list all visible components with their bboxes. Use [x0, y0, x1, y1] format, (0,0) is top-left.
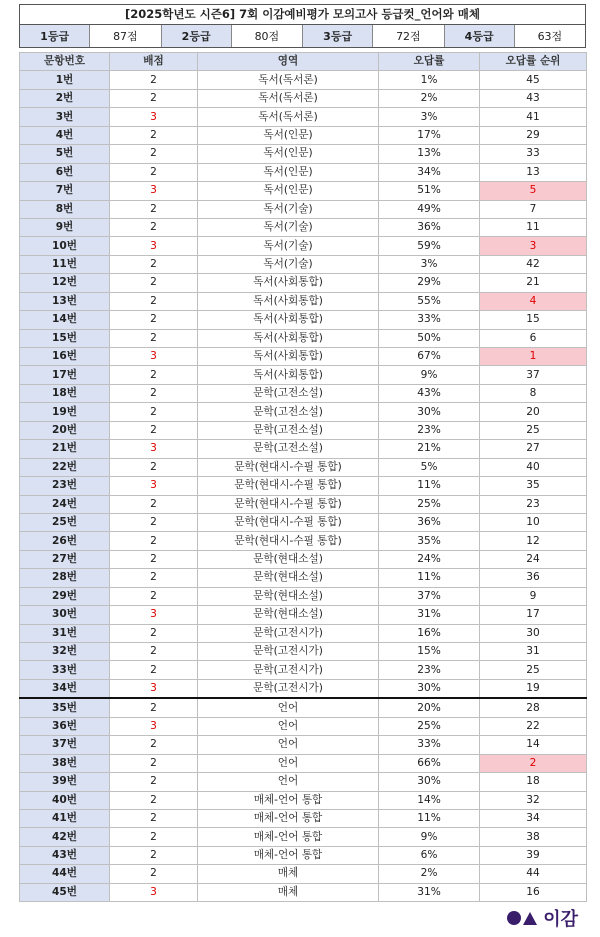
question-number-cell: 26번 — [20, 532, 110, 550]
question-number-cell: 15번 — [20, 329, 110, 347]
table-row — [20, 200, 587, 218]
area-cell: 매체-언어 통합 — [198, 791, 379, 809]
table-row — [20, 736, 587, 754]
table-row — [20, 643, 587, 661]
error-rank-cell: 21 — [480, 274, 587, 292]
grade-report — [19, 4, 586, 902]
question-number-cell: 4번 — [20, 126, 110, 144]
error-rate-cell: 55% — [379, 292, 480, 310]
error-rank-cell: 25 — [480, 661, 587, 679]
area-cell: 독서(독서론) — [198, 89, 379, 107]
question-number-cell: 7번 — [20, 182, 110, 200]
error-rank-cell: 9 — [480, 587, 587, 605]
error-rank-cell: 42 — [480, 255, 587, 273]
area-cell: 독서(사회통합) — [198, 292, 379, 310]
area-cell: 매체-언어 통합 — [198, 809, 379, 827]
logo-text: 이감 — [543, 909, 578, 930]
error-rank-cell: 3 — [480, 237, 587, 255]
error-rate-cell: 34% — [379, 163, 480, 181]
points-cell: 3 — [110, 348, 198, 366]
error-rate-cell: 25% — [379, 717, 480, 735]
question-number-cell: 35번 — [20, 698, 110, 717]
question-number-cell: 9번 — [20, 218, 110, 236]
area-cell: 문학(고전소설) — [198, 440, 379, 458]
error-rate-cell: 67% — [379, 348, 480, 366]
points-cell: 2 — [110, 736, 198, 754]
points-cell: 2 — [110, 754, 198, 772]
points-cell: 2 — [110, 809, 198, 827]
area-cell: 독서(기술) — [198, 218, 379, 236]
error-rate-cell: 30% — [379, 403, 480, 421]
area-cell: 독서(인문) — [198, 182, 379, 200]
points-cell: 3 — [110, 717, 198, 735]
question-number-cell: 28번 — [20, 569, 110, 587]
table-row — [20, 126, 587, 144]
points-cell: 2 — [110, 569, 198, 587]
error-rank-cell: 31 — [480, 643, 587, 661]
points-cell: 2 — [110, 163, 198, 181]
error-rate-cell: 36% — [379, 218, 480, 236]
col-header-question: 문항번호 — [20, 53, 110, 71]
error-rate-cell: 5% — [379, 458, 480, 476]
table-header-row — [20, 53, 587, 71]
area-cell: 언어 — [198, 736, 379, 754]
question-number-cell: 33번 — [20, 661, 110, 679]
error-rank-cell: 34 — [480, 809, 587, 827]
error-rate-cell: 25% — [379, 495, 480, 513]
error-rate-cell: 30% — [379, 679, 480, 698]
error-rate-cell: 13% — [379, 145, 480, 163]
question-number-cell: 19번 — [20, 403, 110, 421]
area-cell: 독서(사회통합) — [198, 348, 379, 366]
error-rate-cell: 1% — [379, 71, 480, 89]
error-rate-cell: 20% — [379, 698, 480, 717]
question-number-cell: 40번 — [20, 791, 110, 809]
question-number-cell: 42번 — [20, 828, 110, 846]
error-rank-cell: 10 — [480, 513, 587, 531]
area-cell: 독서(기술) — [198, 237, 379, 255]
points-cell: 2 — [110, 532, 198, 550]
table-row — [20, 403, 587, 421]
points-cell: 2 — [110, 384, 198, 402]
table-row — [20, 71, 587, 89]
area-cell: 문학(현대소설) — [198, 550, 379, 568]
error-rate-cell: 33% — [379, 311, 480, 329]
area-cell: 문학(현대소설) — [198, 587, 379, 605]
question-number-cell: 3번 — [20, 108, 110, 126]
area-cell: 문학(현대시-수필 통합) — [198, 532, 379, 550]
area-cell: 독서(사회통합) — [198, 274, 379, 292]
question-number-cell: 5번 — [20, 145, 110, 163]
table-row — [20, 809, 587, 827]
question-number-cell: 32번 — [20, 643, 110, 661]
grade-score-2: 80점 — [232, 25, 303, 47]
error-rate-cell: 29% — [379, 274, 480, 292]
error-rank-cell: 36 — [480, 569, 587, 587]
question-number-cell: 30번 — [20, 606, 110, 624]
brand-logo — [507, 905, 578, 931]
table-row — [20, 513, 587, 531]
error-rank-cell: 2 — [480, 754, 587, 772]
area-cell: 독서(사회통합) — [198, 366, 379, 384]
table-row — [20, 366, 587, 384]
points-cell: 2 — [110, 292, 198, 310]
points-cell: 2 — [110, 495, 198, 513]
question-number-cell: 23번 — [20, 477, 110, 495]
table-row — [20, 145, 587, 163]
question-number-cell: 1번 — [20, 71, 110, 89]
area-cell: 독서(사회통합) — [198, 329, 379, 347]
error-rate-cell: 36% — [379, 513, 480, 531]
grade-label-3: 3등급 — [303, 25, 373, 47]
grade-score-3: 72점 — [373, 25, 444, 47]
error-rate-cell: 51% — [379, 182, 480, 200]
error-rate-cell: 31% — [379, 606, 480, 624]
points-cell: 2 — [110, 218, 198, 236]
error-rate-cell: 66% — [379, 754, 480, 772]
points-cell: 2 — [110, 698, 198, 717]
area-cell: 독서(인문) — [198, 145, 379, 163]
error-rank-cell: 24 — [480, 550, 587, 568]
points-cell: 2 — [110, 421, 198, 439]
error-rate-cell: 11% — [379, 569, 480, 587]
table-row — [20, 89, 587, 107]
error-rate-cell: 31% — [379, 883, 480, 901]
question-number-cell: 6번 — [20, 163, 110, 181]
grade-score-4: 63점 — [515, 25, 585, 47]
question-number-cell: 31번 — [20, 624, 110, 642]
area-cell: 독서(기술) — [198, 255, 379, 273]
table-row — [20, 384, 587, 402]
error-rank-cell: 25 — [480, 421, 587, 439]
area-cell: 매체-언어 통합 — [198, 846, 379, 864]
question-number-cell: 24번 — [20, 495, 110, 513]
question-number-cell: 10번 — [20, 237, 110, 255]
question-number-cell: 39번 — [20, 773, 110, 791]
area-cell: 문학(고전시가) — [198, 643, 379, 661]
area-cell: 문학(현대소설) — [198, 569, 379, 587]
col-header-error-rate: 오답률 — [379, 53, 480, 71]
area-cell: 문학(고전소설) — [198, 421, 379, 439]
points-cell: 3 — [110, 182, 198, 200]
error-rate-cell: 23% — [379, 421, 480, 439]
error-rate-cell: 43% — [379, 384, 480, 402]
area-cell: 문학(고전시가) — [198, 624, 379, 642]
points-cell: 2 — [110, 329, 198, 347]
error-rank-cell: 1 — [480, 348, 587, 366]
error-rank-cell: 43 — [480, 89, 587, 107]
points-cell: 2 — [110, 145, 198, 163]
error-rank-cell: 4 — [480, 292, 587, 310]
error-rank-cell: 11 — [480, 218, 587, 236]
area-cell: 독서(사회통합) — [198, 311, 379, 329]
question-number-cell: 2번 — [20, 89, 110, 107]
points-cell: 2 — [110, 255, 198, 273]
area-cell: 언어 — [198, 754, 379, 772]
area-cell: 매체 — [198, 865, 379, 883]
points-cell: 2 — [110, 513, 198, 531]
points-cell: 2 — [110, 458, 198, 476]
error-rank-cell: 16 — [480, 883, 587, 901]
points-cell: 2 — [110, 71, 198, 89]
error-rate-cell: 3% — [379, 255, 480, 273]
points-cell: 2 — [110, 274, 198, 292]
question-number-cell: 8번 — [20, 200, 110, 218]
error-rate-cell: 11% — [379, 809, 480, 827]
error-rank-cell: 22 — [480, 717, 587, 735]
area-cell: 문학(고전시가) — [198, 679, 379, 698]
question-number-cell: 22번 — [20, 458, 110, 476]
points-cell: 3 — [110, 108, 198, 126]
table-row — [20, 550, 587, 568]
table-row — [20, 754, 587, 772]
question-number-cell: 21번 — [20, 440, 110, 458]
area-cell: 독서(독서론) — [198, 71, 379, 89]
points-cell: 2 — [110, 587, 198, 605]
error-rank-cell: 19 — [480, 679, 587, 698]
points-cell: 2 — [110, 366, 198, 384]
logo-triangle-icon — [523, 912, 537, 925]
area-cell: 문학(고전소설) — [198, 384, 379, 402]
points-cell: 3 — [110, 679, 198, 698]
area-cell: 문학(고전시가) — [198, 661, 379, 679]
question-number-cell: 18번 — [20, 384, 110, 402]
question-number-cell: 34번 — [20, 679, 110, 698]
error-rate-cell: 17% — [379, 126, 480, 144]
question-number-cell: 44번 — [20, 865, 110, 883]
error-rate-cell: 14% — [379, 791, 480, 809]
table-row — [20, 237, 587, 255]
table-row — [20, 458, 587, 476]
points-cell: 2 — [110, 846, 198, 864]
area-cell: 매체-언어 통합 — [198, 828, 379, 846]
points-cell: 3 — [110, 606, 198, 624]
table-row — [20, 624, 587, 642]
col-header-error-rank: 오답률 순위 — [480, 53, 587, 71]
table-row — [20, 587, 587, 605]
error-rank-cell: 39 — [480, 846, 587, 864]
table-row — [20, 791, 587, 809]
area-cell: 언어 — [198, 773, 379, 791]
error-rank-cell: 41 — [480, 108, 587, 126]
error-rank-cell: 5 — [480, 182, 587, 200]
table-row — [20, 440, 587, 458]
error-rank-cell: 8 — [480, 384, 587, 402]
question-number-cell: 37번 — [20, 736, 110, 754]
table-row — [20, 182, 587, 200]
table-row — [20, 717, 587, 735]
table-row — [20, 865, 587, 883]
table-row — [20, 773, 587, 791]
error-rate-cell: 2% — [379, 865, 480, 883]
question-number-cell: 43번 — [20, 846, 110, 864]
points-cell: 2 — [110, 550, 198, 568]
error-rate-cell: 50% — [379, 329, 480, 347]
area-cell: 매체 — [198, 883, 379, 901]
error-rate-cell: 49% — [379, 200, 480, 218]
table-row — [20, 421, 587, 439]
table-row — [20, 163, 587, 181]
grade-label-2: 2등급 — [162, 25, 232, 47]
area-cell: 문학(현대시-수필 통합) — [198, 495, 379, 513]
error-rank-cell: 6 — [480, 329, 587, 347]
error-rate-cell: 23% — [379, 661, 480, 679]
points-cell: 2 — [110, 791, 198, 809]
error-rank-cell: 18 — [480, 773, 587, 791]
error-rate-cell: 6% — [379, 846, 480, 864]
table-row — [20, 495, 587, 513]
question-number-cell: 45번 — [20, 883, 110, 901]
error-rank-cell: 14 — [480, 736, 587, 754]
page-title: [2025학년도 시즌6] 7회 이감예비평가 모의고사 등급컷_언어와 매체 — [19, 4, 586, 24]
error-rank-cell: 45 — [480, 71, 587, 89]
question-number-cell: 29번 — [20, 587, 110, 605]
points-cell: 2 — [110, 828, 198, 846]
error-rate-cell: 15% — [379, 643, 480, 661]
col-header-area: 영역 — [198, 53, 379, 71]
error-rate-cell: 33% — [379, 736, 480, 754]
table-row — [20, 348, 587, 366]
question-number-cell: 13번 — [20, 292, 110, 310]
error-rank-cell: 23 — [480, 495, 587, 513]
error-rate-cell: 35% — [379, 532, 480, 550]
area-cell: 언어 — [198, 698, 379, 717]
error-rank-cell: 44 — [480, 865, 587, 883]
points-cell: 2 — [110, 661, 198, 679]
area-cell: 문학(현대시-수필 통합) — [198, 458, 379, 476]
question-number-cell: 14번 — [20, 311, 110, 329]
error-rate-cell: 59% — [379, 237, 480, 255]
table-body — [20, 71, 587, 902]
points-cell: 3 — [110, 883, 198, 901]
question-number-cell: 25번 — [20, 513, 110, 531]
table-row — [20, 661, 587, 679]
points-cell: 2 — [110, 624, 198, 642]
question-number-cell: 27번 — [20, 550, 110, 568]
points-cell: 2 — [110, 89, 198, 107]
error-rank-cell: 12 — [480, 532, 587, 550]
points-cell: 3 — [110, 477, 198, 495]
error-rank-cell: 17 — [480, 606, 587, 624]
grade-score-1: 87점 — [90, 25, 161, 47]
area-cell: 독서(기술) — [198, 200, 379, 218]
grade-label-1: 1등급 — [20, 25, 90, 47]
error-rank-cell: 33 — [480, 145, 587, 163]
error-rate-cell: 30% — [379, 773, 480, 791]
error-rate-cell: 16% — [379, 624, 480, 642]
area-cell: 문학(현대소설) — [198, 606, 379, 624]
points-cell: 2 — [110, 643, 198, 661]
question-number-cell: 16번 — [20, 348, 110, 366]
error-rank-cell: 13 — [480, 163, 587, 181]
error-rank-cell: 38 — [480, 828, 587, 846]
grade-label-4: 4등급 — [445, 25, 515, 47]
points-cell: 2 — [110, 403, 198, 421]
error-rank-cell: 32 — [480, 791, 587, 809]
error-rank-cell: 27 — [480, 440, 587, 458]
error-rank-cell: 40 — [480, 458, 587, 476]
table-row — [20, 569, 587, 587]
question-number-cell: 12번 — [20, 274, 110, 292]
grade-cut-row — [19, 24, 586, 48]
question-number-cell: 11번 — [20, 255, 110, 273]
col-header-points: 배점 — [110, 53, 198, 71]
area-cell: 독서(인문) — [198, 126, 379, 144]
table-row — [20, 274, 587, 292]
area-cell: 문학(현대시-수필 통합) — [198, 477, 379, 495]
error-rank-cell: 35 — [480, 477, 587, 495]
table-row — [20, 108, 587, 126]
error-rank-cell: 28 — [480, 698, 587, 717]
error-rate-cell: 9% — [379, 366, 480, 384]
error-rank-cell: 7 — [480, 200, 587, 218]
table-row — [20, 255, 587, 273]
question-table — [19, 52, 587, 902]
table-row — [20, 846, 587, 864]
error-rate-cell: 2% — [379, 89, 480, 107]
error-rate-cell: 37% — [379, 587, 480, 605]
error-rank-cell: 29 — [480, 126, 587, 144]
error-rank-cell: 37 — [480, 366, 587, 384]
table-row — [20, 883, 587, 901]
table-row — [20, 329, 587, 347]
question-number-cell: 36번 — [20, 717, 110, 735]
points-cell: 2 — [110, 200, 198, 218]
error-rank-cell: 20 — [480, 403, 587, 421]
question-number-cell: 38번 — [20, 754, 110, 772]
error-rate-cell: 24% — [379, 550, 480, 568]
area-cell: 독서(독서론) — [198, 108, 379, 126]
table-row — [20, 679, 587, 698]
question-number-cell: 41번 — [20, 809, 110, 827]
table-row — [20, 606, 587, 624]
question-number-cell: 20번 — [20, 421, 110, 439]
error-rate-cell: 3% — [379, 108, 480, 126]
points-cell: 2 — [110, 865, 198, 883]
logo-circle-icon — [507, 911, 521, 925]
points-cell: 2 — [110, 773, 198, 791]
area-cell: 독서(인문) — [198, 163, 379, 181]
error-rank-cell: 15 — [480, 311, 587, 329]
table-row — [20, 292, 587, 310]
error-rate-cell: 9% — [379, 828, 480, 846]
points-cell: 2 — [110, 126, 198, 144]
error-rate-cell: 21% — [379, 440, 480, 458]
table-row — [20, 218, 587, 236]
question-number-cell: 17번 — [20, 366, 110, 384]
area-cell: 문학(고전소설) — [198, 403, 379, 421]
table-row — [20, 477, 587, 495]
error-rate-cell: 11% — [379, 477, 480, 495]
error-rank-cell: 30 — [480, 624, 587, 642]
table-row — [20, 698, 587, 717]
table-row — [20, 311, 587, 329]
points-cell: 2 — [110, 311, 198, 329]
points-cell: 3 — [110, 237, 198, 255]
table-row — [20, 828, 587, 846]
table-row — [20, 532, 587, 550]
area-cell: 언어 — [198, 717, 379, 735]
area-cell: 문학(현대시-수필 통합) — [198, 513, 379, 531]
points-cell: 3 — [110, 440, 198, 458]
